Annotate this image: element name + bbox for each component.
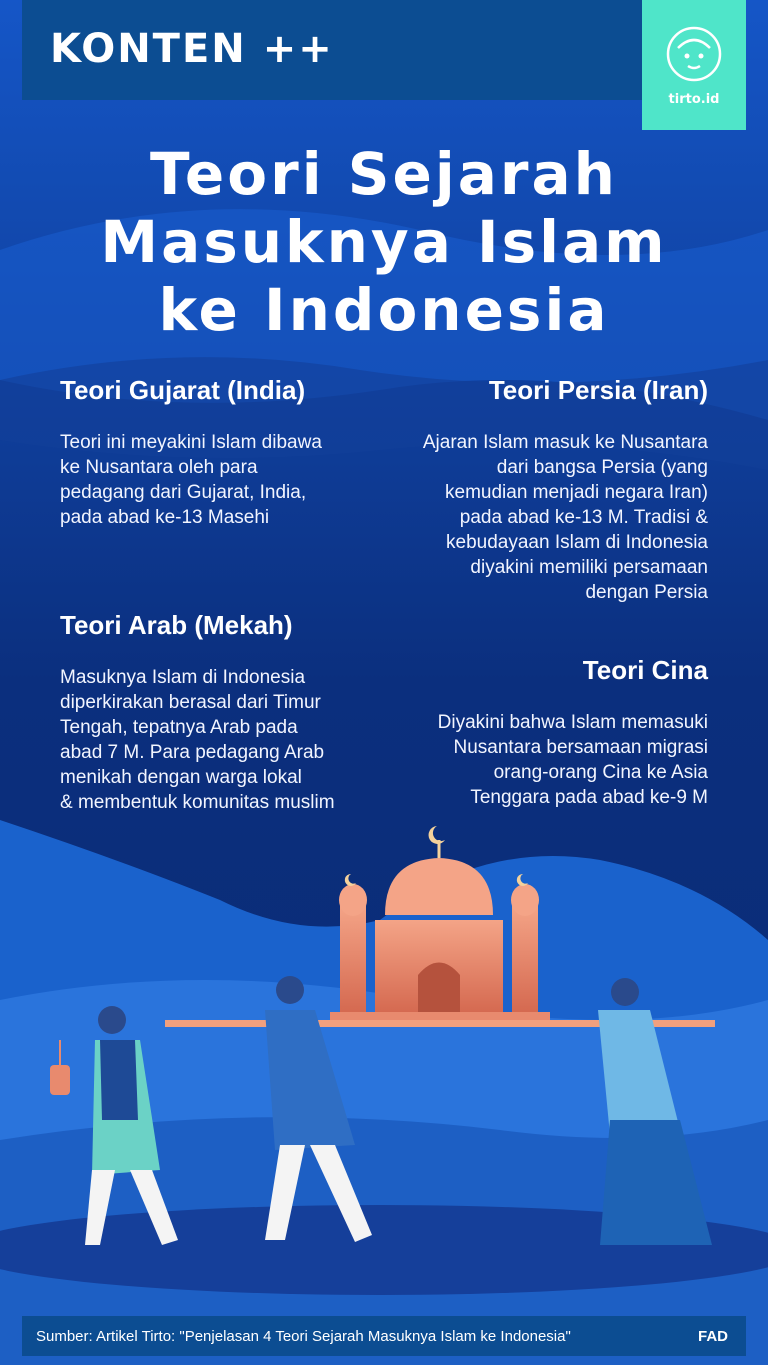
footer-bar (22, 1316, 746, 1356)
text-line: kebudayaan Islam di Indonesia (446, 532, 708, 553)
tirto-mascot-icon (666, 26, 722, 86)
theory-heading: Teori Arab (Mekah) (60, 610, 293, 640)
text-line: Diyakini bahwa Islam memasuki (437, 712, 708, 733)
theory-persia (388, 375, 708, 605)
theory-text (60, 665, 380, 815)
theory-text (60, 430, 380, 530)
theory-heading: Teori Cina (582, 655, 708, 685)
theory-text (388, 430, 708, 605)
text-line: Teori ini meyakini Islam dibawa (60, 432, 322, 453)
source-citation: Sumber: Artikel Tirto: "Penjelasan 4 Teori Sejarah Masuknya Islam ke Indonesia" (36, 1328, 571, 1345)
text-line: Tenggara pada abad ke-9 M (470, 787, 708, 808)
text-line: pada abad ke-13 M. Tradisi & (459, 507, 708, 528)
text-line: pada abad ke-13 Masehi (60, 507, 270, 528)
text-line: Tengah, tepatnya Arab pada (60, 717, 298, 738)
text-line: Ajaran Islam masuk ke Nusantara (422, 432, 708, 453)
theory-text (388, 710, 708, 810)
text-line: dari bangsa Persia (yang (496, 457, 708, 478)
theory-arab (60, 610, 380, 815)
author-credit: FAD (698, 1328, 728, 1345)
header-label: KONTEN ++ (50, 26, 334, 72)
text-line: abad 7 M. Para pedagang Arab (60, 742, 325, 763)
theory-heading: Teori Persia (Iran) (488, 375, 708, 405)
title-line-2: Masuknya Islam (100, 208, 668, 276)
page-title (0, 140, 768, 344)
text-line: menikah dengan warga lokal (60, 767, 302, 788)
title-line-1: Teori Sejarah (150, 140, 618, 208)
theory-gujarat (60, 375, 380, 530)
text-line: ke Nusantara oleh para (60, 457, 258, 478)
theory-heading: Teori Gujarat (India) (60, 375, 306, 405)
theory-cina (388, 655, 708, 810)
text-line: Masuknya Islam di Indonesia (60, 667, 306, 688)
text-line: diyakini memiliki persamaan (470, 557, 708, 578)
text-line: diperkirakan berasal dari Timur (60, 692, 321, 713)
logo (642, 0, 746, 130)
text-line: kemudian menjadi negara Iran) (445, 482, 708, 503)
logo-text: tirto.id (668, 92, 720, 107)
text-line: & membentuk komunitas muslim (60, 792, 335, 813)
text-line: orang-orang Cina ke Asia (493, 762, 708, 783)
text-line: Nusantara bersamaan migrasi (453, 737, 708, 758)
text-line: pedagang dari Gujarat, India, (60, 482, 307, 503)
header-bar (22, 0, 642, 100)
text-line: dengan Persia (585, 582, 708, 603)
title-line-3: ke Indonesia (158, 276, 610, 344)
